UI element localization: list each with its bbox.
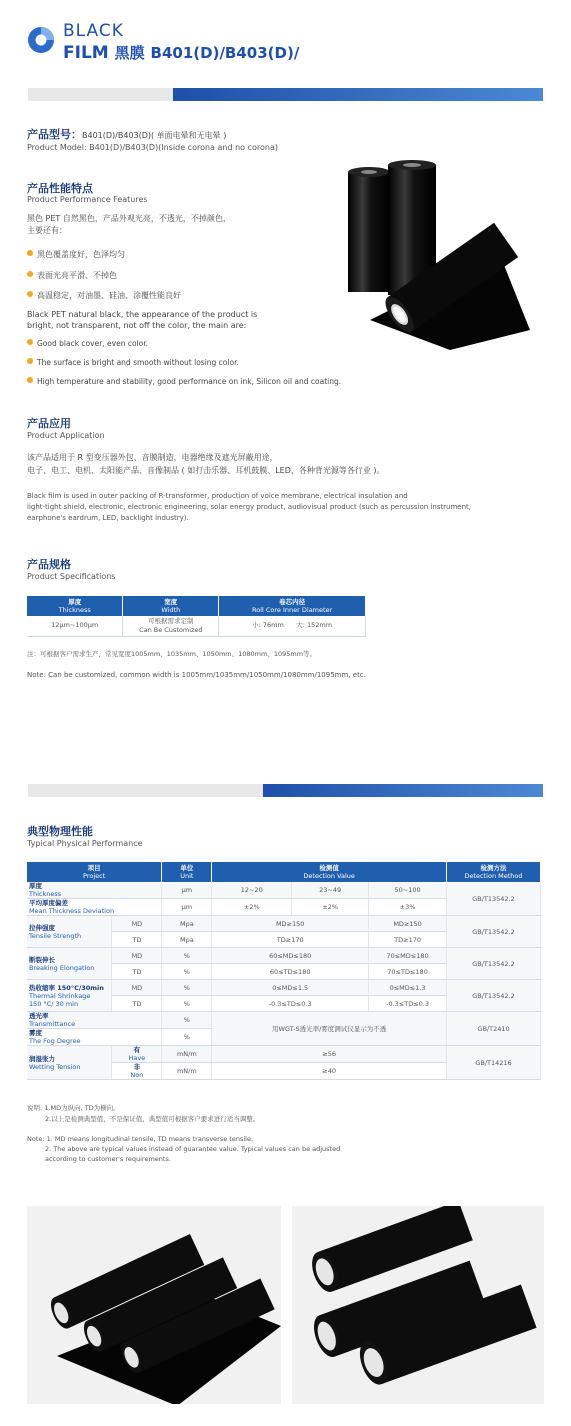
feature-bullet-en: The surface is bright and smooth without losing color. xyxy=(27,358,239,367)
physical-title: 典型物理性能 xyxy=(27,825,93,838)
table-row: 拉伸强度 Tensile Strength MD Mpa MD≥150 MD≥150 GB/T13542.2 xyxy=(27,916,541,932)
bullet-dot-icon xyxy=(27,250,33,256)
feature-bullet-en: Good black cover, even color. xyxy=(27,339,148,348)
table-row: 润湿张力 Wetting Tension 有 Have mN/m ≥56 GB/T14216 xyxy=(27,1046,541,1063)
bullet-dot-icon xyxy=(27,291,33,297)
phys-header-unit: 单位 Unit xyxy=(162,862,212,882)
product-photo-right xyxy=(292,1206,544,1404)
table-row: TD % -0.3≤TD≤0.3 -0.3≤TD≤0.3 xyxy=(27,996,541,1012)
model-label: 产品型号： xyxy=(27,128,82,141)
physical-subtitle: Typical Physical Performance xyxy=(27,839,143,848)
bullet-dot-icon xyxy=(27,358,33,364)
physical-table xyxy=(27,862,541,1080)
application-cn-1: 该产品适用于 R 型变压器外包、音膜制造，电器绝缘及遮光屏蔽用途， xyxy=(27,453,278,462)
application-en-3: earphone's eardrum, LED, backlight industry). xyxy=(27,514,189,522)
application-title: 产品应用 xyxy=(27,417,71,430)
film-rolls-photo-right xyxy=(292,1206,544,1404)
table-row: 厚度 Thickness μm 12~20 23~49 50~100 GB/T13542.2 xyxy=(27,882,541,899)
brand-film-text: FILM xyxy=(63,43,109,63)
features-intro-en-2: bright, not transparent, not off the color, the main are: xyxy=(27,321,247,330)
table-row: 断裂伸长 Breaking Elongation MD % 60≤MD≤180 70≤MD≤180 GB/T13542.2 xyxy=(27,948,541,964)
application-cn-2: 电子、电工、电机、太阳能产品、音像制品 ( 如打击乐器、耳机鼓膜、LED、各种背光源等各行业 )。 xyxy=(27,466,385,475)
features-subtitle: Product Performance Features xyxy=(27,195,148,204)
product-photo-left xyxy=(27,1206,281,1404)
features-intro-en-1: Black PET natural black, the appearance of the product is xyxy=(27,310,258,319)
title-cn: 黑膜 xyxy=(114,44,145,62)
spec-header-width: 宽度 Width xyxy=(123,596,219,616)
specs-table xyxy=(27,596,366,637)
spec-header-core: 卷芯内径 Roll Core Inner Diameter xyxy=(219,596,366,616)
phys-header-project: 项目 Project xyxy=(27,862,162,882)
specs-note-cn: 注：可根据客户需求生产，常见宽度1005mm、1035mm、1050mm、1080mm、1095mm等。 xyxy=(27,650,317,658)
title-model: B401(D)/B403(D)/ xyxy=(150,44,300,62)
feature-bullet-cn: 高温稳定，对油墨、硅油、涂覆性能良好 xyxy=(27,290,181,301)
feature-bullet-en: High temperature and stability, good performance on ink, Silicon oil and coating. xyxy=(27,377,341,386)
phys-header-method: 检测方法 Detection Method xyxy=(447,862,541,882)
bullet-dot-icon xyxy=(27,271,33,277)
specs-note-en: Note: Can be customized, common width is 1005mm/1035mm/1050mm/1080mm/1095mm, etc. xyxy=(27,671,366,679)
application-subtitle: Product Application xyxy=(27,431,105,440)
physical-note-cn-2: 2.以上是检测典型值，不是保证值，典型值可根据客户要求进行适当调整。 xyxy=(45,1115,260,1123)
application-en-2: light-tight shield, electronic, electronic engineering, solar energy product, audiovisual product (such as percussion instrument, xyxy=(27,503,472,511)
phys-header-value: 检测值 Detection Value xyxy=(212,862,447,882)
brand-black-text: BLACK xyxy=(63,21,124,41)
section-divider-band xyxy=(28,784,543,797)
table-row: 平均厚度偏差 Mean Thickness Deviation μm ±2% ±2% ±3% xyxy=(27,899,541,916)
spec-thickness-value: 12μm~100μm xyxy=(27,616,123,636)
table-row: 热收缩率 150°C/30min Thermal Shrinkage 150 °C/ 30 min MD % 0≤MD≤1.5 0≤MD≤1.3 GB/T13542.2 xyxy=(27,980,541,996)
table-row: TD % 60≤TD≤180 70≤TD≤180 xyxy=(27,964,541,980)
spec-width-value: 可根据需求定制 Can Be Customized xyxy=(123,616,219,636)
table-row: 非 Non mN/m ≥40 xyxy=(27,1063,541,1080)
physical-note-en-3: according to customer's requirements. xyxy=(45,1155,171,1163)
spec-core-value: 小: 76mm 大: 152mm xyxy=(219,616,366,636)
features-title: 产品性能特点 xyxy=(27,182,93,195)
model-line xyxy=(27,126,226,142)
feature-bullet-cn: 表面光亮平滑、不掉色 xyxy=(27,270,117,281)
table-row: TD Mpa TD≥170 TD≥170 xyxy=(27,932,541,948)
specs-subtitle: Product Specifications xyxy=(27,572,116,581)
spec-header-thickness: 厚度 Thickness xyxy=(27,596,123,616)
bullet-dot-icon xyxy=(27,339,33,345)
film-rolls-illustration xyxy=(330,160,530,350)
header-divider-band xyxy=(28,88,543,101)
table-row: 雾度 The Fog Degree % xyxy=(27,1029,541,1046)
model-value: B401(D)/B403(D)( 单面电晕和无电晕 ) xyxy=(82,131,227,140)
physical-note-en-2: 2. The above are typical values instead of guarantee value. Typical values can be adjusted xyxy=(45,1145,341,1153)
physical-note-cn-1: 说明: 1.MD为纵向, TD为横向。 xyxy=(27,1104,120,1112)
features-intro-cn-1: 黑色 PET 自然黑色，产品外观光亮，不透光，不掉颜色， xyxy=(27,214,231,223)
page-title xyxy=(63,42,299,63)
feature-bullet-cn: 黑色覆盖度好，色泽均匀 xyxy=(27,249,125,260)
model-en: Product Model: B401(D)/B403(D)(Inside corona and no corona) xyxy=(27,143,278,152)
film-rolls-photo-left xyxy=(27,1206,281,1404)
bullet-dot-icon xyxy=(27,377,33,383)
physical-note-en-1: Note: 1. MD means longitudinal tensile, TD means transverse tensile. xyxy=(27,1135,254,1143)
application-en-1: Black film is used in outer packing of R-transformer, production of voice membrane, electrical insulation and xyxy=(27,492,408,500)
features-intro-cn-2: 主要还有： xyxy=(27,226,67,235)
table-row: 透光率 Transmittance % 用WGT-S透光率/雾度测试仪显示为不透 GB/T2410 xyxy=(27,1012,541,1029)
specs-title: 产品规格 xyxy=(27,558,71,571)
brand-logo-icon xyxy=(26,25,56,55)
